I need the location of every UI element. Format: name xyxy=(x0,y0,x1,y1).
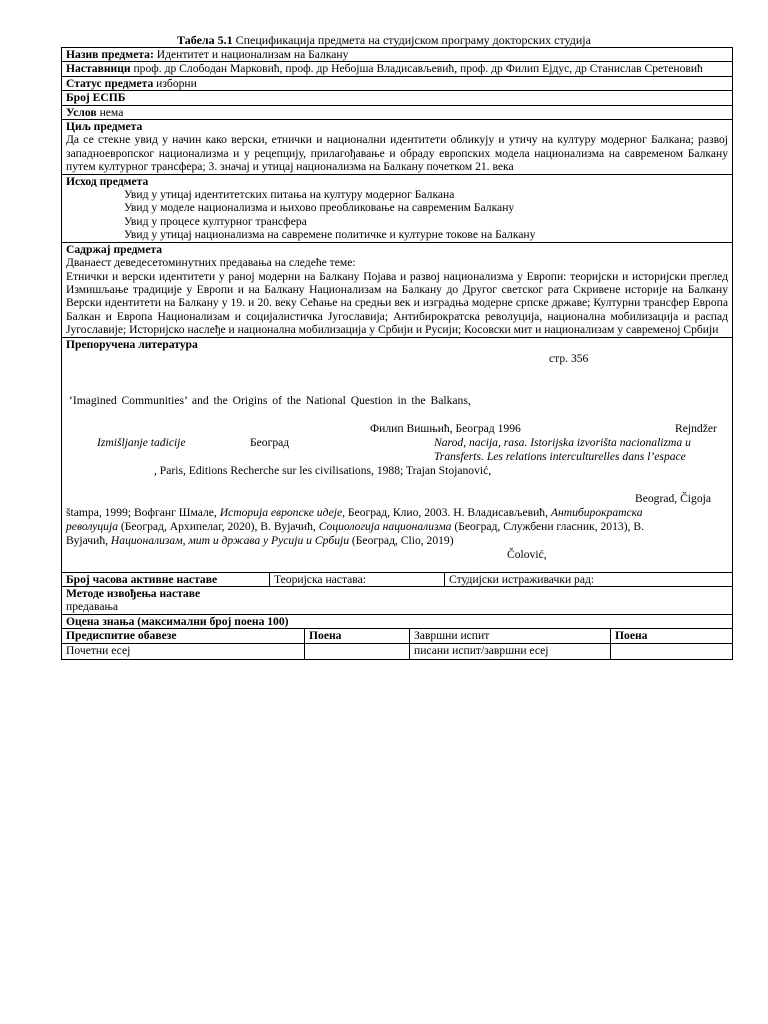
ects-row xyxy=(62,91,732,105)
methods-row xyxy=(62,587,732,615)
content-intro: Дванаест деведесетоминутних предавања на следеће теме: xyxy=(66,256,356,270)
outcome-item: Увид у утицај национализма на савремене политичке и културне токове на Балкану xyxy=(124,228,536,242)
teachers-value: проф. др Слободан Марковић, проф. др Небојша Владисављевић, проф. др Филип Ејдус, др Станислав Сретеновић xyxy=(130,62,703,76)
grading-data-row xyxy=(62,644,732,659)
status-label: Статус предмета xyxy=(66,76,154,90)
methods-value: предавања xyxy=(66,600,119,614)
course-specification-table xyxy=(61,47,733,660)
status-value: изборни xyxy=(153,76,197,90)
grading-header-row xyxy=(62,629,732,643)
teachers-row xyxy=(62,62,732,76)
subject-name-value: Идентитет и национализам на Балкану xyxy=(153,48,349,61)
table-title: Спецификација предмета на студијском програму докторских студија xyxy=(232,33,591,47)
literature-paris: , Paris, Editions Recherche sur les civilisations, 1988; Trajan Stojanović, xyxy=(154,463,492,477)
hours-research: Студијски истраживачки рад: xyxy=(449,572,595,586)
ects-label: Број ЕСПБ xyxy=(66,91,126,105)
grading-cell-points xyxy=(305,644,410,659)
hours-theory: Теоријска настава: xyxy=(270,573,445,586)
outcome-item: Увид у моделе национализма и њихово преобликовање на савременим Балкану xyxy=(124,201,515,215)
literature-narod: Narod, nacija, rasa. Istorijska izvorišta nacionalizma u xyxy=(434,435,691,449)
grading-row xyxy=(62,615,732,629)
goal-text: Да се стекне увид у начин како верски, етнички и национални идентитети обликују и утичу на културу модерног Балкана; развој западноевропског национализма и у рецепцију, прилагођавање и обраду европских модела национализма на савременом Балкану путем културног трансфера; 3. значај и утицај национализма на Балкану почетком 21. века xyxy=(66,133,728,174)
subject-name-row xyxy=(62,48,732,62)
condition-row xyxy=(62,106,732,120)
table-number: Табела 5.1 xyxy=(177,33,233,47)
literature-beograd-cigoja: Beograd, Čigoja xyxy=(635,491,711,505)
outcome-row xyxy=(62,175,732,243)
goal-row xyxy=(62,120,732,175)
condition-label: Услов xyxy=(66,105,97,119)
outcome-label: Исход предмета xyxy=(66,174,149,188)
literature-beograd: Београд xyxy=(250,435,290,449)
grading-cell-pre-exam: Почетни есеј xyxy=(62,644,305,659)
grading-header-pre-exam: Предиспитне обавезе xyxy=(62,629,305,642)
literature-visnjic: Филип Вишњић, Београд 1996 xyxy=(370,421,521,435)
literature-label: Препоручена литература xyxy=(66,337,198,351)
status-row xyxy=(62,77,732,91)
goal-label: Циљ предмета xyxy=(66,120,143,134)
literature-page-ref: стр. 356 xyxy=(549,351,589,365)
literature-imagined: ‘Imagined Communities’ and the Origins of the National Question in the Balkans, xyxy=(69,393,471,407)
grading-header-points: Поена xyxy=(305,629,410,642)
literature-line-3: Вујачић, Национализам, мит и држава у Русији и Србији (Београд, Clio, 2019) xyxy=(66,533,454,547)
content-label: Садржај предмета xyxy=(66,242,163,256)
literature-rejndzer: Rejndžer xyxy=(675,421,717,435)
grading-header-points-final: Поена xyxy=(615,629,648,643)
condition-value: нема xyxy=(96,105,124,119)
literature-line-2: револуција (Београд, Архипелаг, 2020), В. Вујачић, Социологија национализма (Београд, Службени гласник, 2013), В. xyxy=(66,519,644,533)
literature-line-1: štampa, 1999; Вофганг Шмале, Историја европске идеје, Београд, Клио, 2003. Н. Владисављевић, Антибирократска xyxy=(66,505,643,519)
grading-cell-points-final xyxy=(611,644,732,659)
literature-transferts: Transferts. Les relations interculturelles dans l’espace xyxy=(434,449,686,463)
grading-header-final-exam: Завршни испит xyxy=(410,629,611,642)
hours-label: Број часова активне наставе xyxy=(62,573,270,586)
grading-label: Оцена знања (максимални број поена 100) xyxy=(66,614,289,628)
content-text: Етнички и верски идентитети у раној модерни на Балкану Појава и развој национализма у Европи: теоријски и историјски преглед Измишљање традиције у Европи и на Балкану Национализам на Балкану до Другог светског рата Скривене историје на Балкану Верски идентитети на Балкану у 19. и 20. веку Сећање на средњи век и изградња модерне српске државе; Културни трансфер Европа Балкан и Европа Национализам и социјалистичка Југославија; Антибирократска револуција, национална мобилизација и распад Југославије; Историјско наслеђе и национална мобилизација у Србији и Русији; Косовски мит и национализам у савременој Србији xyxy=(66,269,728,337)
literature-row xyxy=(62,338,732,573)
literature-izmisljanje: Izmišljanje tadicije xyxy=(97,435,186,449)
outcome-item: Увид у утицај идентитетских питања на културу модерног Балкана xyxy=(124,188,455,202)
outcome-item: Увид у процесе културног трансфера xyxy=(124,214,307,228)
table-caption xyxy=(0,33,768,47)
literature-colovic: Čolović, xyxy=(507,547,547,561)
hours-row xyxy=(62,573,732,587)
grading-cell-final-exam: писани испит/завршни есеј xyxy=(410,644,611,659)
teachers-label: Наставници xyxy=(66,62,131,76)
subject-name-label: Назив предмета: xyxy=(66,48,154,61)
content-row xyxy=(62,243,732,338)
methods-label: Методе извођења наставе xyxy=(66,586,201,600)
